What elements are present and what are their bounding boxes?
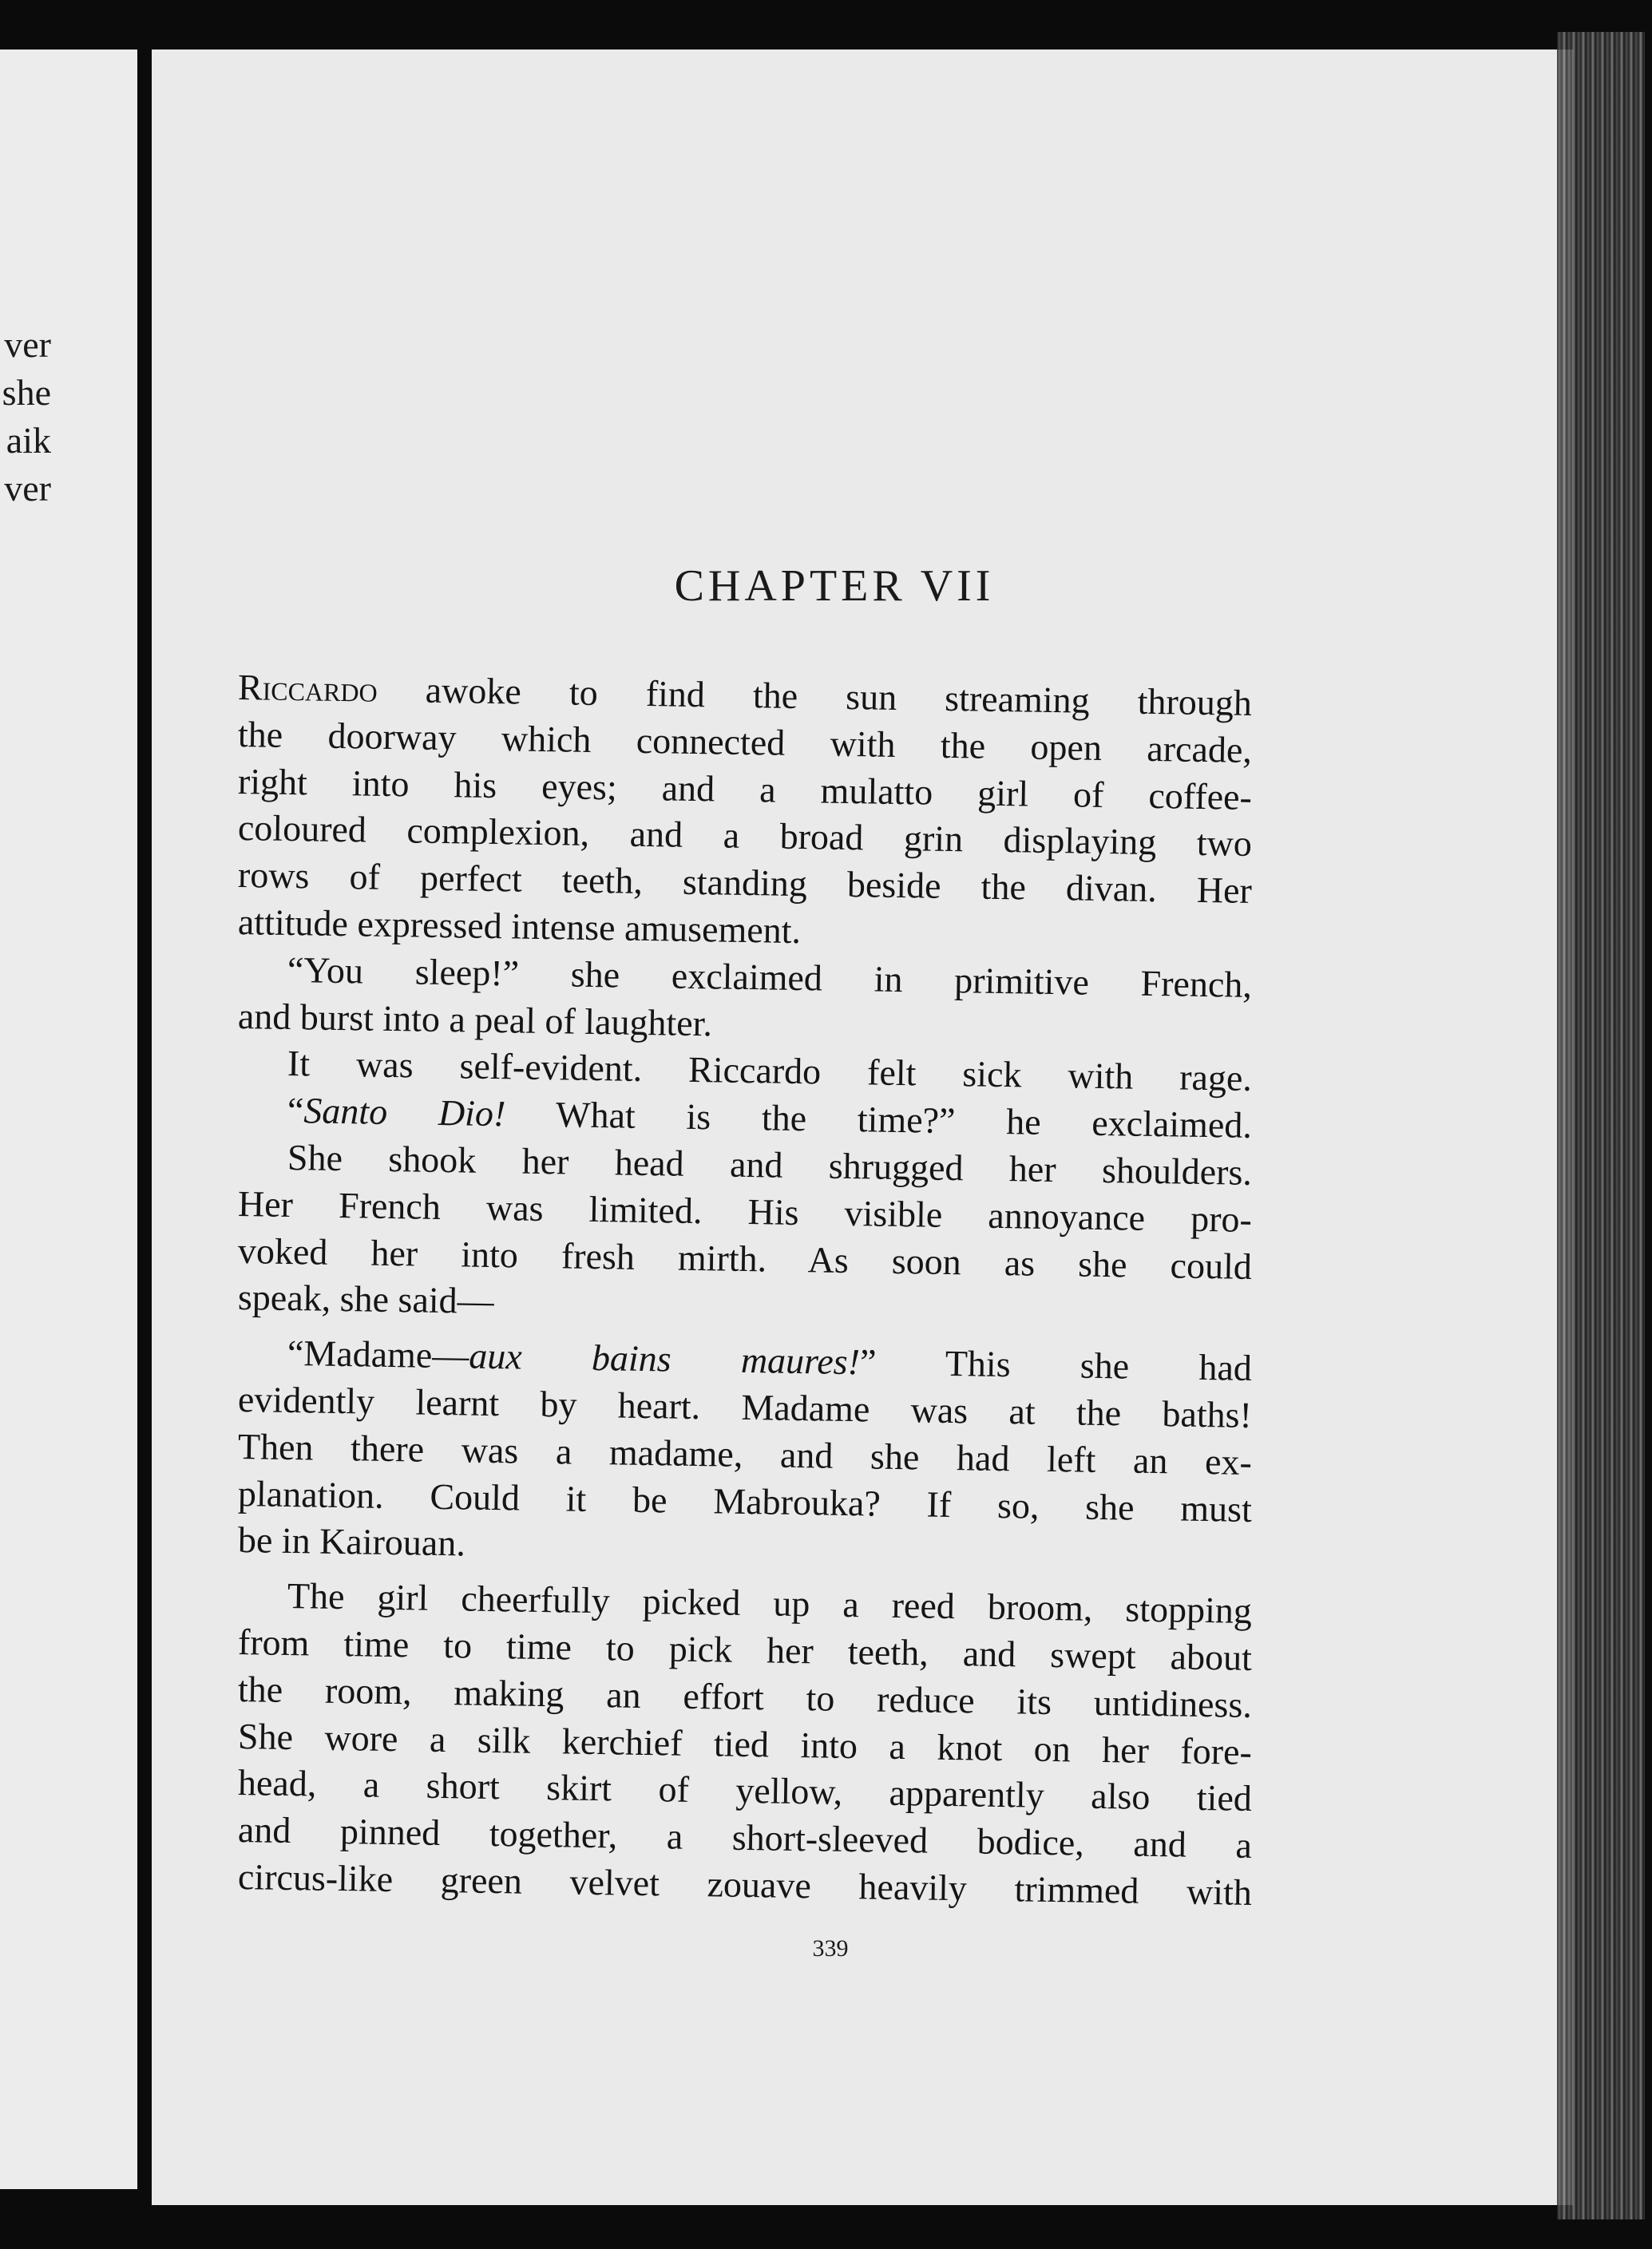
text-segment: Her French was limited. His visible annoyance pro-	[237, 1182, 1253, 1240]
text-segment: “Madame—	[287, 1332, 469, 1376]
text-segment: the room, making an effort to reduce its untidiness.	[237, 1668, 1253, 1725]
page-stack-edge	[1557, 32, 1645, 2219]
text-segment: speak, she said—	[237, 1277, 495, 1322]
text-segment: planation. Could it be Mabrouka? If so, she must	[237, 1472, 1253, 1530]
fragment-line: aik	[6, 420, 51, 461]
text-segment: awoke to find the sun streaming through	[377, 668, 1253, 723]
text-segment: rows of perfect teeth, standing beside the divan. Her	[237, 854, 1253, 912]
text-segment: right into his eyes; and a mulatto girl of coffee-	[237, 760, 1253, 818]
fragment-line: she	[2, 372, 51, 413]
fragment-line: ver	[4, 324, 51, 365]
italic-text: aux bains maures!	[468, 1335, 861, 1383]
text-segment: She shook her head and shrugged her shoulders.	[287, 1136, 1253, 1193]
text-segment: Riccardo	[237, 667, 378, 710]
text-segment: coloured complexion, and a broad grin displaying two	[237, 807, 1253, 865]
text-segment: “	[287, 1090, 304, 1131]
text-segment: from time to time to pick her teeth, and swept about	[237, 1621, 1253, 1678]
text-segment: the doorway which connected with the open arcade,	[237, 713, 1253, 770]
previous-page-text-fragments	[2, 321, 51, 513]
text-segment: and burst into a peal of laughter.	[237, 995, 713, 1043]
text-segment: be in Kairouan.	[237, 1519, 466, 1564]
chapter-heading: CHAPTER VII	[674, 561, 995, 611]
text-segment: She wore a silk kerchief tied into a knot on her fore-	[237, 1715, 1253, 1772]
text-segment: voked her into fresh mirth. As soon as she could	[237, 1229, 1253, 1287]
fragment-line: ver	[4, 468, 51, 509]
book-page	[152, 49, 1573, 2205]
text-segment: The girl cheerfully picked up a reed broom, stopping	[287, 1575, 1253, 1632]
text-segment: What is the time?” he exclaimed.	[505, 1093, 1253, 1146]
text-segment: evidently learnt by heart. Madame was at the baths!	[237, 1378, 1253, 1435]
italic-text: Santo Dio!	[303, 1090, 506, 1134]
text-segment: head, a short skirt of yellow, apparently also tied	[237, 1762, 1253, 1819]
previous-page-edge	[0, 49, 137, 2189]
text-segment: It was self-evident. Riccardo felt sick with rage.	[287, 1043, 1253, 1099]
page-number: 339	[812, 1935, 849, 1962]
text-segment: attitude expressed intense amusement.	[237, 901, 802, 952]
text-segment: and pinned together, a short-sleeved bodice, and a	[237, 1809, 1253, 1867]
text-segment: circus-like green velvet zouave heavily trimmed with	[237, 1855, 1253, 1913]
body-text	[237, 664, 1253, 1913]
text-segment: ” This she had	[859, 1341, 1253, 1389]
text-segment: Then there was a madame, and she had left an ex-	[237, 1425, 1253, 1483]
text-segment: “You sleep!” she exclaimed in primitive French,	[287, 948, 1253, 1005]
